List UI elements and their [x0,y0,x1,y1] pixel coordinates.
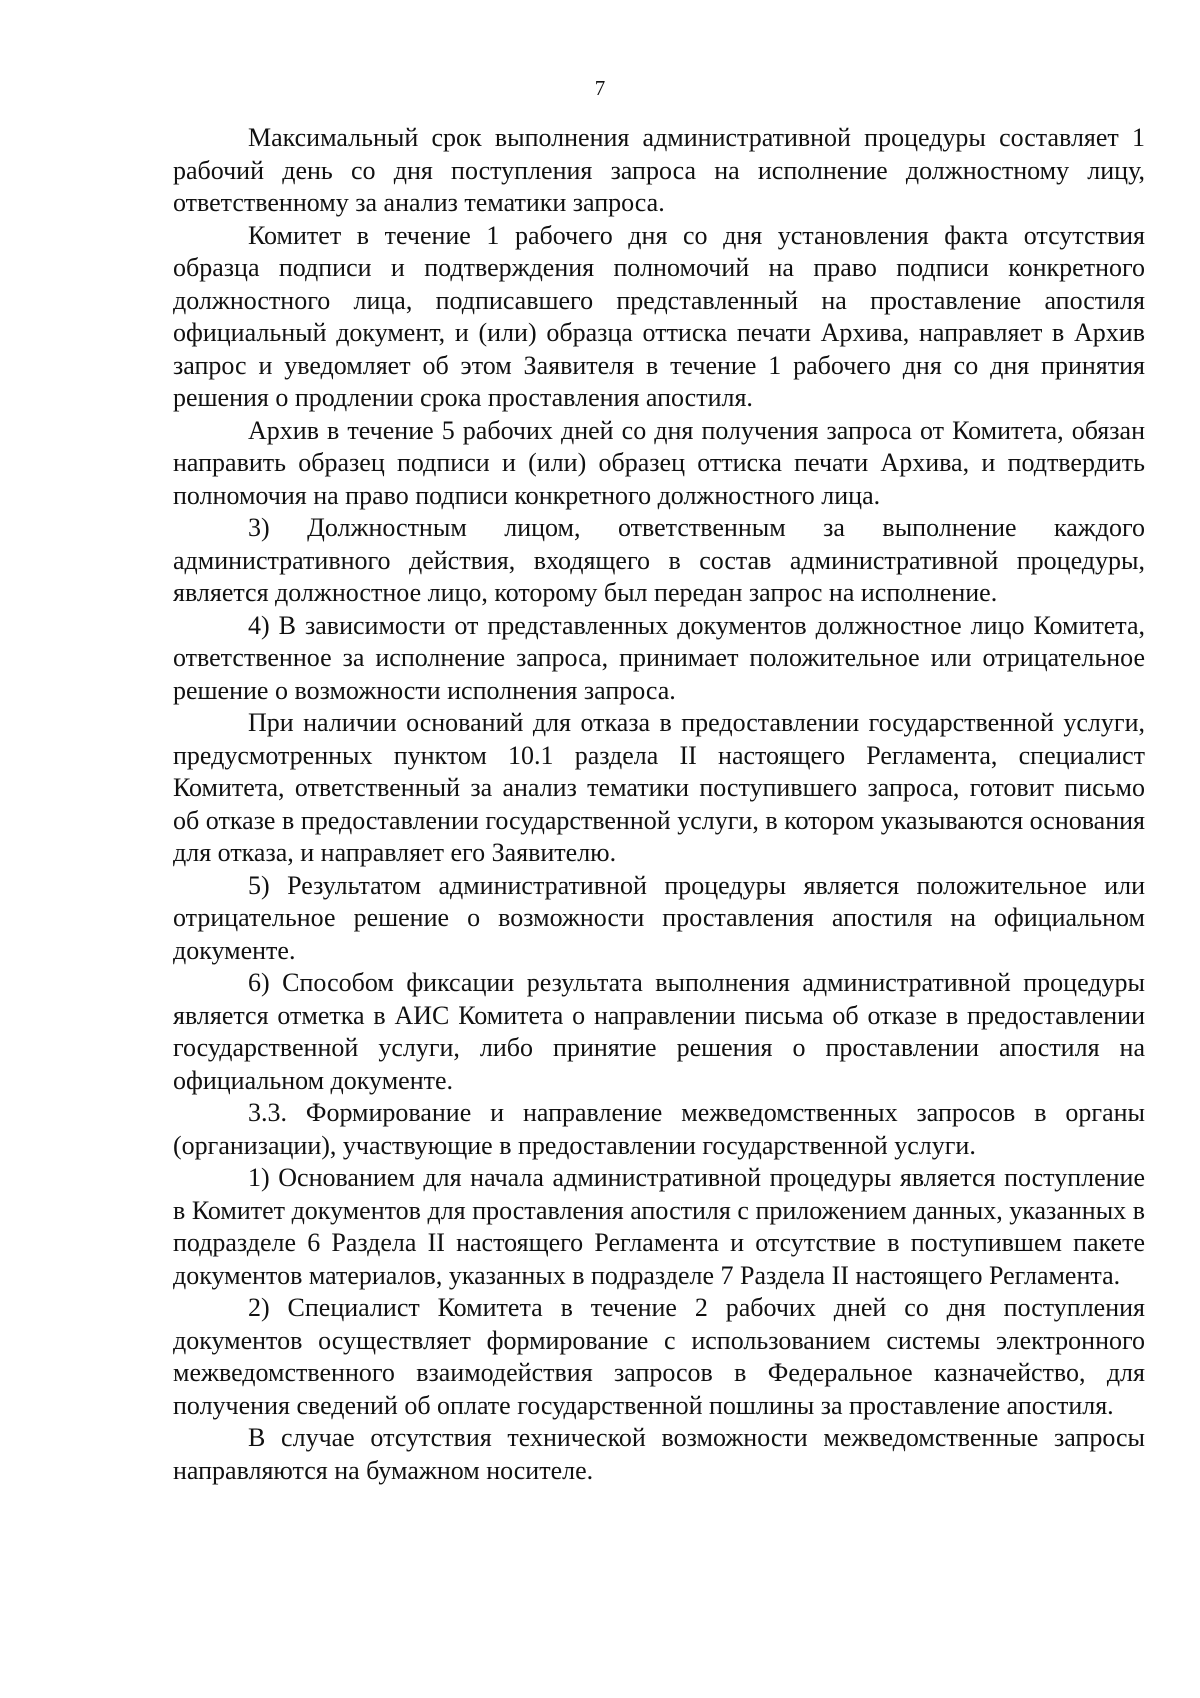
paragraph-item-4-decision: 4) В зависимости от представленных документов должностное лицо Комитета, ответственное за исполнение запроса, принимает положительное или отрицательное решение о возможности исполнения запроса. [173,610,1145,705]
paragraph-paper-requests: В случае отсутствия технической возможности межведомственные запросы направляются на бумажном носителе. [173,1423,1145,1485]
paragraph-max-term: Максимальный срок выполнения административной процедуры составляет 1 рабочий день со дня поступления запроса на исполнение должностному лицу, ответственному за анализ тематики запроса. [173,123,1145,217]
paragraph-committee-request: Комитет в течение 1 рабочего дня со дня установления факта отсутствия образца подписи и подтверждения полномочий на право подписи конкретного должностного лица, подписавшего представленный на проставление апостиля официальный документ, и (или) образца оттиска печати Архива, направляет в Архив запрос и уведомляет об этом Заявителя в течение 1 рабочего дня со дня принятия решения о продлении срока проставления апостиля. [173,220,1145,412]
paragraph-item-1-grounds: 1) Основанием для начала административной процедуры является поступление в Комитет документов для проставления апостиля с приложением данных, указанных в подразделе 6 Раздела II настоящего Регламента и отсутствие в поступившем пакете документов материалов, указанных в подразделе 7 Раздела II настоящего Регламента. [173,1163,1145,1290]
section-heading-3-3: 3.3. Формирование и направление межведомственных запросов в органы (организации), участвующие в предоставлении государственной услуги. [173,1098,1145,1160]
document-body [173,122,1145,1487]
paragraph-item-5-result: 5) Результатом административной процедуры является положительное или отрицательное решение о возможности проставления апостиля на официальном документе. [173,870,1145,965]
paragraph-item-3-responsible-official: 3) Должностным лицом, ответственным за выполнение каждого административного действия, входящего в состав административной процедуры, является должностное лицо, которому был передан запрос на исполнение. [173,513,1145,607]
paragraph-refusal-grounds: При наличии оснований для отказа в предоставлении государственной услуги, предусмотренных пунктом 10.1 раздела II настоящего Регламента, специалист Комитета, ответственный за анализ тематики поступившего запроса, готовит письмо об отказе в предоставлении государственной услуги, в котором указываются основания для отказа, и направляет его Заявителю. [173,708,1145,867]
paragraph-item-2-specialist: 2) Специалист Комитета в течение 2 рабочих дней со дня поступления документов осуществляет формирование с использованием системы электронного межведомственного взаимодействия запросов в Федеральное казначейство, для получения сведений об оплате государственной пошлины за проставление апостиля. [173,1293,1145,1420]
paragraph-item-6-recording-method: 6) Способом фиксации результата выполнения административной процедуры является отметка в АИС Комитета о направлении письма об отказе в предоставлении государственной услуги, либо принятие решения о проставлении апостиля на официальном документе. [173,968,1145,1095]
paragraph-archive-obligation: Архив в течение 5 рабочих дней со дня получения запроса от Комитета, обязан направить образец подписи и (или) образец оттиска печати Архива, и подтвердить полномочия на право подписи конкретного должностного лица. [173,415,1145,510]
page-number: 7 [594,76,606,100]
